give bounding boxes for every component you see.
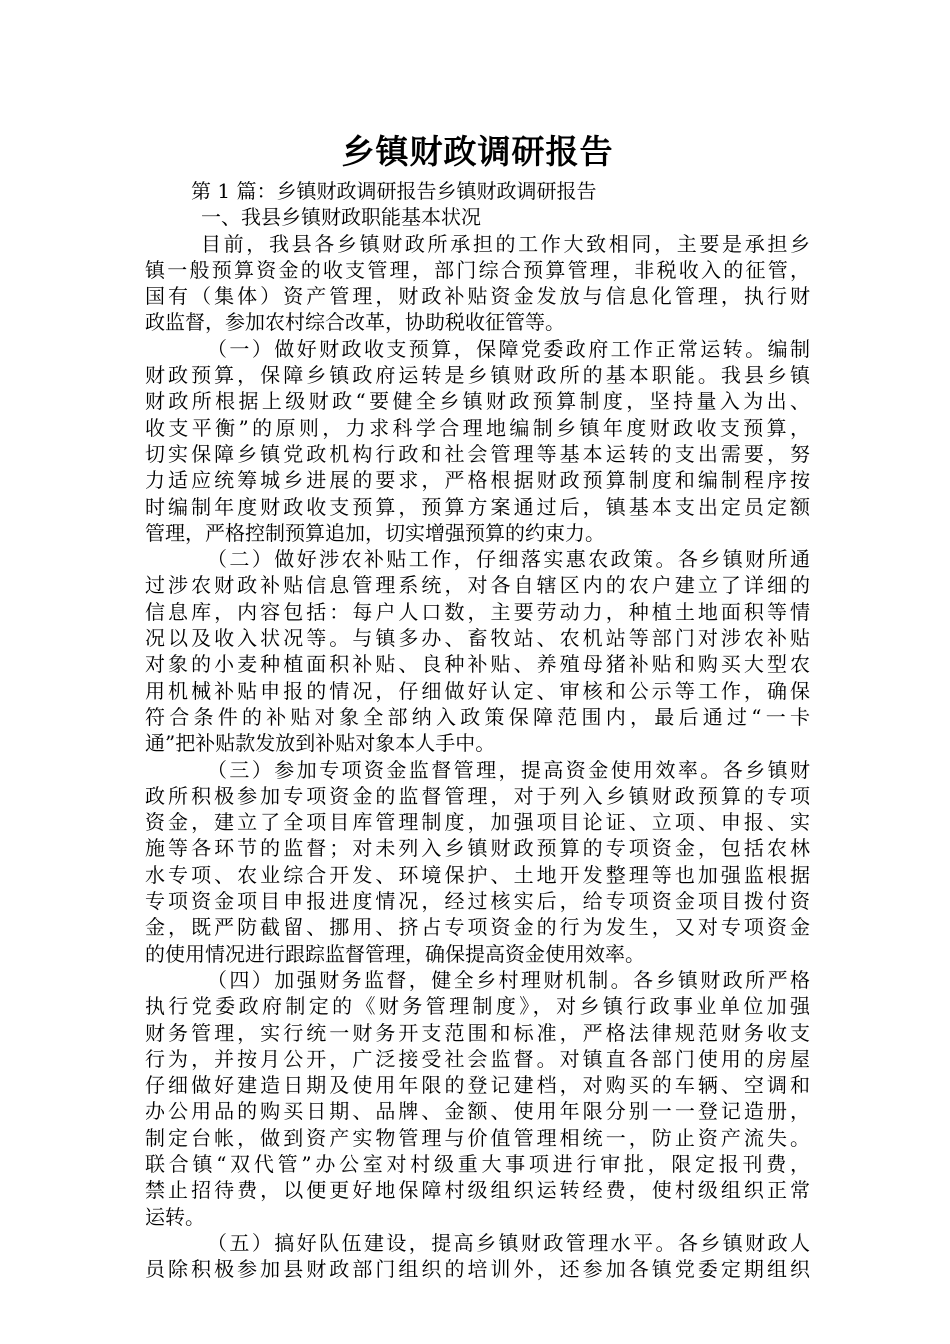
text-line: 过涉农财政补贴信息管理系统，对各自辖区内的农户建立了详细的 [145, 573, 810, 598]
text-line: 财政所根据上级财政“要健全乡镇财政预算制度，坚持量入为出、 [145, 389, 810, 414]
text-line: 镇一般预算资金的收支管理，部门综合预算管理，非税收入的征管， [145, 257, 810, 282]
text-line: 员除积极参加县财政部门组织的培训外，还参加各镇党委定期组织 [145, 1257, 810, 1282]
text-line: 况以及收入状况等。与镇多办、畜牧站、农机站等部门对涉农补贴 [145, 626, 810, 651]
section-heading: 一、我县乡镇财政职能基本状况 [201, 205, 481, 230]
text-line: （一）做好财政收支预算，保障党委政府工作正常运转。编制 [207, 336, 810, 361]
text-line: 收支平衡”的原则，力求科学合理地编制乡镇年度财政收支预算， [145, 415, 810, 440]
text-line: 仔细做好建造日期及使用年限的登记建档，对购买的车辆、空调和 [145, 1073, 810, 1098]
text-line: 财务管理，实行统一财务开支范围和标准，严格法律规范财务收支 [145, 1020, 810, 1045]
text-line: 时编制年度财政收支预算，预算方案通过后，镇基本支出定员定额 [145, 494, 810, 519]
text-line: （四）加强财务监督，健全乡村理财机制。各乡镇财政所严格 [207, 967, 810, 992]
text-line: 禁止招待费，以便更好地保障村级组织运转经费，使村级组织正常 [145, 1178, 810, 1203]
text-line: 通”把补贴款发放到补贴对象本人手中。 [145, 731, 496, 756]
text-line: 行为，并按月公开，广泛接受社会监督。对镇直各部门使用的房屋 [145, 1046, 810, 1071]
text-line: 切实保障乡镇党政机构行政和社会管理等基本运转的支出需要，努 [145, 441, 810, 466]
text-line: （三）参加专项资金监督管理，提高资金使用效率。各乡镇财 [207, 757, 810, 782]
text-line: 财政预算，保障乡镇政府运转是乡镇财政所的基本职能。我县乡镇 [145, 363, 810, 388]
text-line: 的使用情况进行跟踪监督管理，确保提高资金使用效率。 [145, 941, 645, 966]
text-line: 办公用品的购买日期、品牌、金额、使用年限分别一一登记造册， [145, 1099, 810, 1124]
text-line: 施等各环节的监督；对未列入乡镇财政预算的专项资金，包括农林 [145, 836, 810, 861]
text-line: 用机械补贴申报的情况，仔细做好认定、审核和公示等工作，确保 [145, 678, 810, 703]
body-text [145, 231, 810, 1283]
document-title: 乡镇财政调研报告 [341, 132, 614, 171]
text-line: 水专项、农业综合开发、环境保护、土地开发整理等也加强监根据 [145, 862, 810, 887]
text-line: 国有（集体）资产管理，财政补贴资金发放与信息化管理，执行财 [145, 284, 810, 309]
text-line: 目前，我县各乡镇财政所承担的工作大致相同，主要是承担乡 [201, 231, 810, 256]
text-line: 联合镇“双代管”办公室对村级重大事项进行审批，限定报刊费， [145, 1151, 810, 1176]
text-line: 信息库，内容包括：每户人口数，主要劳动力，种植土地面积等情 [145, 599, 810, 624]
document-subtitle: 第 1 篇：乡镇财政调研报告乡镇财政调研报告 [191, 179, 597, 203]
text-line: 对象的小麦种植面积补贴、良种补贴、养殖母猪补贴和购买大型农 [145, 652, 810, 677]
text-line: 执行党委政府制定的《财务管理制度》，对乡镇行政事业单位加强 [145, 994, 810, 1019]
text-line: （五）搞好队伍建设，提高乡镇财政管理水平。各乡镇财政人 [207, 1230, 810, 1255]
document-page [145, 128, 810, 1282]
text-line: 力适应统筹城乡进展的要求，严格根据财政预算制度和编制程序按 [145, 468, 810, 493]
text-line: 政所积极参加专项资金的监督管理，对于列入乡镇财政预算的专项 [145, 783, 810, 808]
text-line: 资金，建立了全项目库管理制度，加强项目论证、立项、申报、实 [145, 810, 810, 835]
text-line: 运转。 [145, 1204, 205, 1229]
text-line: （二）做好涉农补贴工作，仔细落实惠农政策。各乡镇财所通 [207, 547, 810, 572]
text-line: 符合条件的补贴对象全部纳入政策保障范围内，最后通过“一卡 [145, 704, 810, 729]
text-line: 专项资金项目申报进度情况，经过核实后，给专项资金项目拨付资 [145, 889, 810, 914]
text-line: 金，既严防截留、挪用、挤占专项资金的行为发生，又对专项资金 [145, 915, 810, 940]
text-line: 制定台帐，做到资产实物管理与价值管理相统一，防止资产流失。 [145, 1125, 810, 1150]
text-line: 管理，严格控制预算追加，切实增强预算的约束力。 [145, 520, 605, 545]
text-line: 政监督，参加农村综合改革，协助税收征管等。 [145, 310, 565, 335]
